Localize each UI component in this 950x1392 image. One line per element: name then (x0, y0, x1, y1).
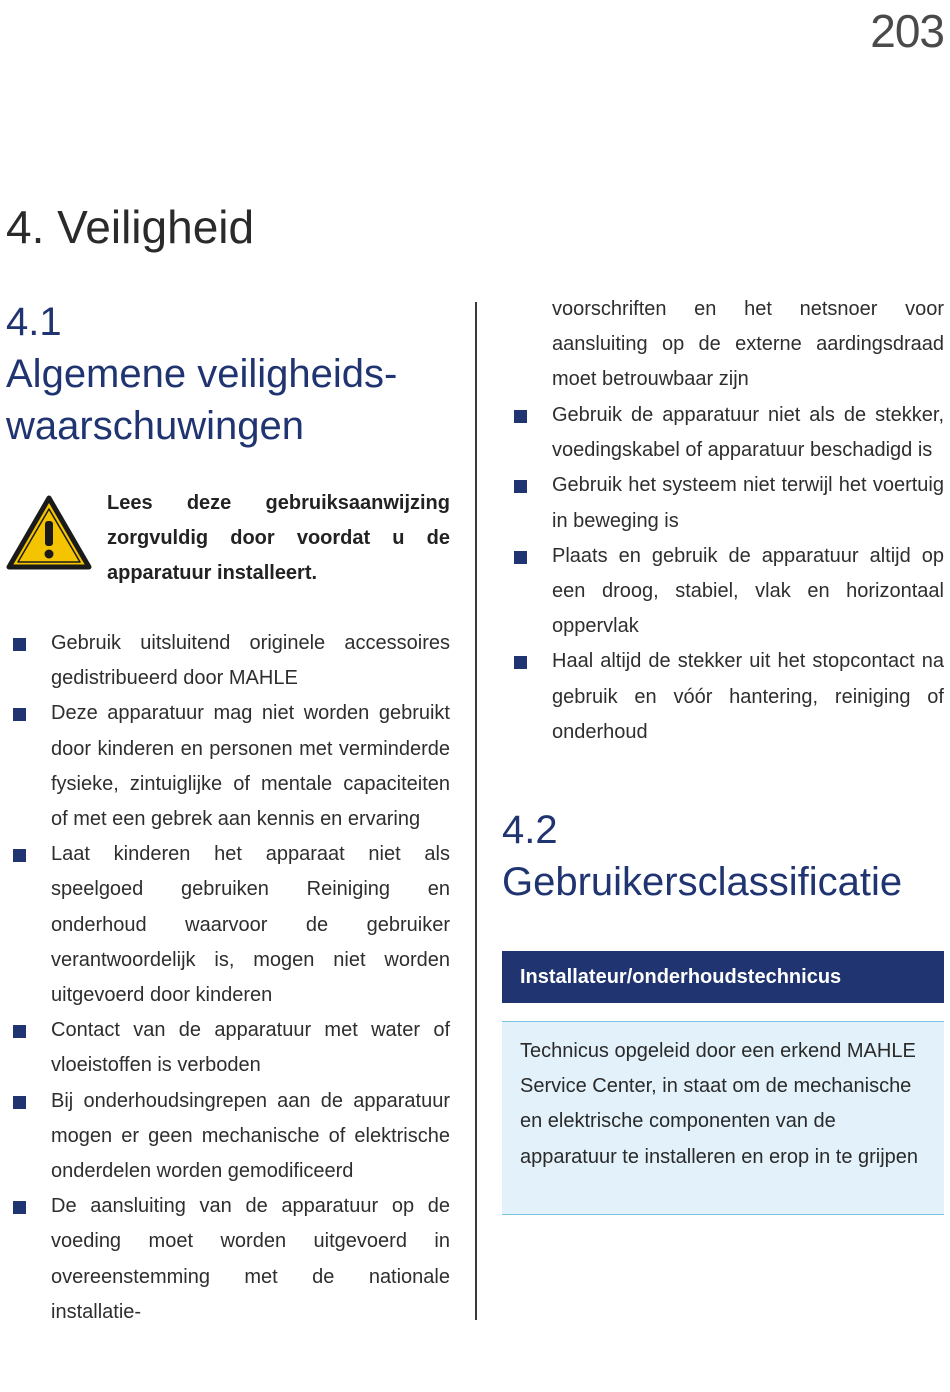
section-heading-4-1 (6, 296, 456, 452)
section-number: 4.1 (6, 300, 62, 344)
bullet-square-icon (13, 1201, 26, 1214)
list-item-text: Plaats en gebruik de apparatuur altijd op een droog, stabiel, vlak en horizontaal oppervlak (552, 544, 944, 638)
list-item (5, 1189, 450, 1330)
bullet-square-icon (13, 849, 26, 862)
list-item (5, 1013, 450, 1083)
bullet-square-icon (514, 656, 527, 669)
list-item-text: Gebruik het systeem niet terwijl het voertuig in beweging is (552, 474, 944, 532)
user-role-description: Technicus opgeleid door een erkend MAHLE Service Center, in staat om de mechanische en elektrische componenten van de apparatuur te installeren en erop in te grijpen (502, 1021, 944, 1215)
chapter-title: 4. Veiligheid (6, 201, 255, 253)
warning-notice (6, 484, 450, 594)
section-title: Gebruikersclassificatie (502, 860, 903, 904)
list-item (5, 1084, 450, 1190)
bullet-square-icon (13, 708, 26, 721)
list-item-continuation: voorschriften en het netsnoer voor aansluiting op de externe aardingsdraad moet betrouwbaar zijn (552, 298, 944, 391)
list-item-text: Deze apparatuur mag niet worden gebruikt door kinderen en personen met verminderde fysieke, zintuiglijke of mentale capaciteiten of met een gebrek aan kennis en ervaring (51, 702, 450, 831)
list-item-text: Gebruik de apparatuur niet als de stekker, voedingskabel of apparatuur beschadigd is (552, 404, 944, 462)
list-item (506, 468, 944, 538)
list-item (506, 398, 944, 468)
section-title-line-2: waarschuwingen (6, 404, 304, 448)
safety-list-left (5, 626, 450, 1330)
bullet-square-icon (13, 1096, 26, 1109)
list-item-text: Laat kinderen het apparaat niet als speelgoed gebruiken Reiniging en onderhoud waarvoor de gebruiker verantwoordelijk is, mogen niet worden uitgevoerd door kinderen (51, 843, 450, 1007)
list-item-text: De aansluiting van de apparatuur op de voeding moet worden uitgevoerd in overeenstemming met de nationale installatie- (51, 1195, 450, 1323)
list-item-text: Haal altijd de stekker uit het stopcontact na gebruik en vóór hantering, reiniging of onderhoud (552, 650, 944, 743)
bullet-square-icon (514, 480, 527, 493)
bullet-square-icon (514, 410, 527, 423)
section-number: 4.2 (502, 808, 558, 852)
list-item-text: Gebruik uitsluitend originele accessoires gedistribueerd door MAHLE (51, 632, 450, 690)
bullet-square-icon (514, 551, 527, 564)
warning-text: Lees deze gebruiksaanwijzing zorgvuldig door voordat u de apparatuur installeert. (107, 492, 450, 584)
section-heading-4-2 (502, 804, 947, 908)
list-item (5, 837, 450, 1013)
page-number: 203 (870, 5, 944, 57)
safety-list-right (506, 398, 944, 750)
section-title-line-1: Algemene veiligheids- (6, 352, 398, 396)
column-divider (475, 302, 477, 1320)
user-role-header: Installateur/onderhoudstechnicus (502, 951, 944, 1003)
list-item (506, 644, 944, 750)
warning-triangle-icon (6, 494, 92, 572)
bullet-square-icon (13, 1025, 26, 1038)
list-item-text: Contact van de apparatuur met water of vloeistoffen is verboden (51, 1019, 450, 1077)
list-item (5, 696, 450, 837)
bullet-square-icon (13, 638, 26, 651)
list-item (5, 626, 450, 696)
list-item (506, 539, 944, 645)
list-item-text: Bij onderhoudsingrepen aan de apparatuur mogen er geen mechanische of elektrische onderdelen worden gemodificeerd (51, 1089, 450, 1183)
